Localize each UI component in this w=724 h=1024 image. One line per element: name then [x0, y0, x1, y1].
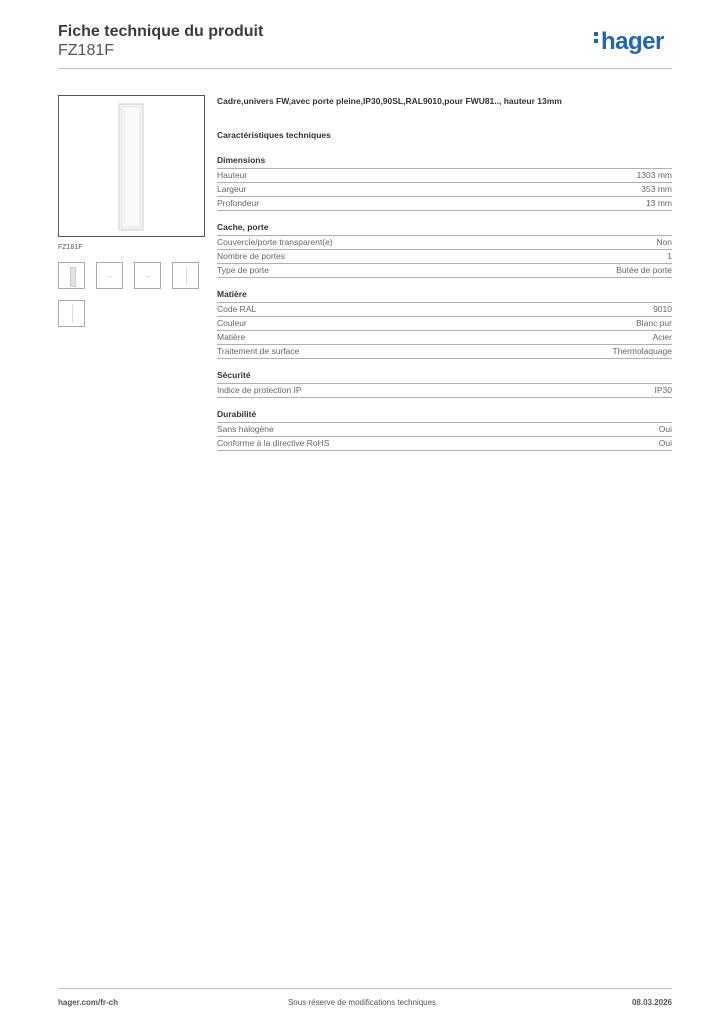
- spec-group-heading: Durabilité: [217, 408, 672, 423]
- spec-value: Blanc pur: [636, 318, 672, 328]
- spec-group: [217, 369, 672, 398]
- spec-label: Conforme à la directive RoHS: [217, 438, 330, 448]
- spec-group-heading: Cache, porte: [217, 221, 672, 236]
- spec-label: Profondeur: [217, 198, 260, 208]
- spec-value: Non: [656, 237, 672, 247]
- product-reference: FZ181F: [58, 42, 115, 59]
- spec-label: Nombre de portes: [217, 251, 286, 261]
- spec-row: [217, 236, 672, 250]
- thumbnail-3[interactable]: [134, 262, 161, 289]
- spec-label: Hauteur: [217, 170, 248, 180]
- product-details: [217, 96, 672, 461]
- spec-value: IP30: [654, 385, 672, 395]
- page-title: Fiche technique du produit: [58, 23, 264, 40]
- spec-label: Matière: [217, 332, 246, 342]
- spec-group-heading: Matière: [217, 288, 672, 303]
- spec-label: Indice de protection IP: [217, 385, 302, 395]
- spec-group: [217, 288, 672, 359]
- door-frame-icon: [111, 102, 151, 232]
- spec-label: Couvercle/porte transparent(e): [217, 237, 333, 247]
- spec-value: 13 mm: [646, 198, 672, 208]
- spec-row: [217, 264, 672, 278]
- footer-website-link[interactable]: hager.com/fr-ch: [58, 998, 119, 1007]
- spec-row: [217, 197, 672, 211]
- footer-divider: [58, 988, 672, 989]
- product-image[interactable]: [58, 95, 205, 237]
- thumbnail-5[interactable]: [58, 300, 85, 327]
- spec-groups: [217, 154, 672, 451]
- spec-value: 1303 mm: [636, 170, 672, 180]
- spec-label: Couleur: [217, 318, 247, 328]
- header-divider: [58, 68, 672, 69]
- spec-row: [217, 169, 672, 183]
- spec-row: [217, 384, 672, 398]
- footer-date: 08.03.2026: [631, 998, 672, 1007]
- spec-group-heading: Sécurité: [217, 369, 672, 384]
- spec-row: [217, 317, 672, 331]
- spec-label: Sans halogène: [217, 424, 274, 434]
- section-title: Caractéristiques techniques: [217, 130, 331, 140]
- thumbnail-1[interactable]: [58, 262, 85, 289]
- image-caption: FZ181F: [58, 244, 83, 251]
- spec-group: [217, 408, 672, 451]
- spec-label: Code RAL: [217, 304, 257, 314]
- logo-text: hager: [601, 28, 664, 55]
- spec-label: Type de porte: [217, 265, 269, 275]
- spec-group-heading: Dimensions: [217, 154, 672, 169]
- spec-value: 1: [667, 251, 672, 261]
- thumbnail-4[interactable]: [172, 262, 199, 289]
- spec-group: [217, 221, 672, 278]
- spec-value: Thermolaquage: [612, 346, 672, 356]
- spec-row: [217, 331, 672, 345]
- spec-row: [217, 423, 672, 437]
- spec-row: [217, 437, 672, 451]
- spec-value: Butée de porte: [616, 265, 672, 275]
- spec-value: Acier: [652, 332, 672, 342]
- spec-value: Oui: [658, 438, 672, 448]
- spec-value: 353 mm: [641, 184, 672, 194]
- spec-value: 9010: [653, 304, 672, 314]
- footer-disclaimer: Sous réserve de modifications techniques: [287, 998, 437, 1007]
- spec-row: [217, 303, 672, 317]
- spec-row: [217, 183, 672, 197]
- spec-label: Largeur: [217, 184, 247, 194]
- spec-row: [217, 345, 672, 359]
- spec-group: [217, 154, 672, 211]
- thumbnail-2[interactable]: [96, 262, 123, 289]
- spec-label: Traitement de surface: [217, 346, 300, 356]
- spec-row: [217, 250, 672, 264]
- spec-value: Oui: [658, 424, 672, 434]
- hager-logo[interactable]: [594, 28, 664, 56]
- product-description: Cadre,univers FW,avec porte pleine,IP30,90SL,RAL9010,pour FWU81.., hauteur 13mm: [217, 96, 562, 106]
- document-header: [58, 22, 263, 60]
- logo-dots-icon: [594, 29, 599, 46]
